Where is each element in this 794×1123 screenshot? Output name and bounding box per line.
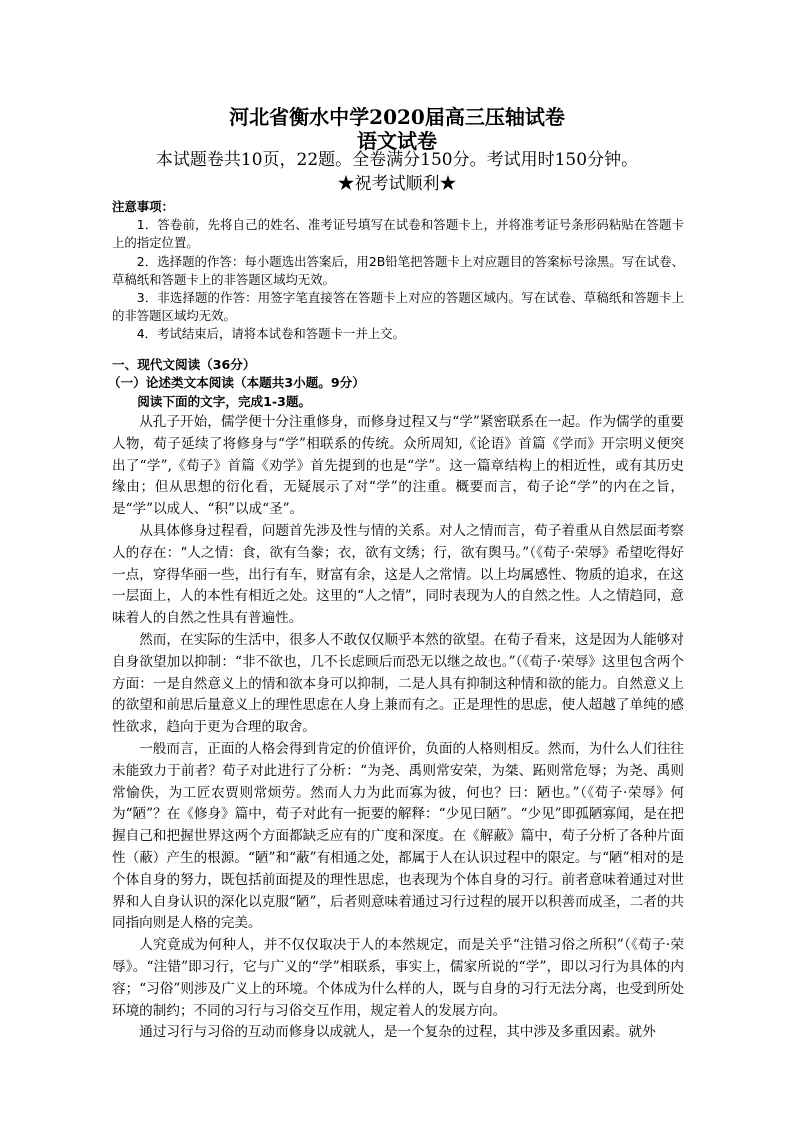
reading-instruction: 阅读下面的文字，完成1-3题。 (137, 394, 312, 409)
section-subtitle: （一）论述类文本阅读（本题共3小题。9分） (108, 375, 365, 390)
exam-info: 本试题卷共10页，22题。全卷满分150分。考试用时150分钟。 (155, 150, 639, 170)
reading-section (108, 356, 684, 1044)
note-item: 2．选择题的作答：每小题选出答案后，用2B铅笔把答题卡上对应题目的答案标号涂黑。写在试卷、草稿纸和答题卡上的非答题区域均无效。 (112, 253, 684, 287)
notes-heading: 注意事项： (112, 199, 174, 214)
passage-paragraph: 通过习行与习俗的互动而修身以成就人，是一个复杂的过程，其中涉及多重因素。就外 (139, 1024, 656, 1041)
note-item: 4．考试结束后，请将本试卷和答题卡一并上交。 (136, 326, 405, 342)
passage-paragraph: 人究竟成为何种人，并不仅仅取决于人的本然规定，而是关乎“注错习俗之所积”（《荀子·荣辱》。“注错”即习行，它与广义的“学”相联系，事实上，儒家所说的“学”，即以习行为具体的内容；“习俗”则涉及广义上的环境。个体成为什么样的人，既与自身的习行无法分离，也受到所处环境的制约；不同的习行与习俗交互作用，规定着人的发展方向。 (112, 937, 684, 1019)
passage-paragraph: 从具体修身过程看，问题首先涉及性与情的关系。对人之情而言，荀子着重从自然层面考察人的存在：“人之情：食，欲有刍豢；衣，欲有文绣；行，欲有舆马。”（《荀子·荣辱》希望吃得好一点，穿得华丽一些，出行有车，财富有余，这是人之常情。以上均属感性、物质的追求，在这一层面上，人的本性有相近之处。这里的“人之情”，同时表现为人的自然之性。人之情趋同，意味着人的自然之性具有普遍性。 (112, 522, 684, 627)
passage-paragraph: 一般而言，正面的人格会得到肯定的价值评价，负面的人格则相反。然而，为什么人们往往未能致力于前者？荀子对此进行了分析：“为尧、禹则常安荣，为桀、跖则常危辱；为尧、禹则常愉佚，为工匠农贾则常烦劳。然而人力为此而寡为彼，何也？曰：陋也。”（《荀子·荣辱》何为“陋”？在《修身》篇中，荀子对此有一扼要的解释：“少见曰陋”。“少见”即孤陋寡闻，是在把握自己和把握世界这两个方面都缺乏应有的广度和深度。在《解蔽》篇中，荀子分析了各种片面性（蔽）产生的根源。“陋”和“蔽”有相通之处，都属于人在认识过程中的限定。与“陋”相对的是个体自身的努力，既包括前面提及的理性思虑，也表现为个体自身的习行。前者意味着通过对世界和人自身认识的深化以克服“陋”，后者则意味着通过习行过程的展开以积善而成圣，二者的共同指向则是人格的完美。 (112, 740, 684, 932)
passage-paragraph: 从孔子开始，儒学便十分注重修身，而修身过程又与“学”紧密联系在一起。作为儒学的重要人物，荀子延续了将修身与“学”相联系的传统。众所周知,《论语》首篇《学而》开宗明义便突出了“学”,《荀子》首篇《劝学》首先提到的也是“学”。这一篇章结构上的相近性，或有其历史缘由；但从思想的衍化看，无疑展示了对“学”的注重。概要而言，荀子论“学”的内在之旨，是“学”以成人、“积”以成“圣”。 (112, 414, 684, 518)
exam-wish: ★祝考试顺利★ (337, 174, 457, 194)
exam-subtitle: 语文试卷 (357, 129, 437, 153)
section-title: 一、现代文阅读（36分） (112, 357, 256, 372)
passage-paragraph: 然而，在实际的生活中，很多人不敢仅仅顺乎本然的欲望。在荀子看来，这是因为人能够对自身欲望加以抑制：“非不欲也，几不长虑顾后而恐无以继之故也。”（《荀子·荣辱》这里包含两个方面：一是自然意义上的情和欲本身可以抑制，二是人具有抑制这种情和欲的能力。自然意义上的欲望和前思后量意义上的理性思虑在人身上兼而有之。正是理性的思虑，使人超越了单纯的感性欲求，趋向于更为合理的取舍。 (112, 631, 684, 736)
exam-title: 河北省衡水中学2020届高三压轴试卷 (229, 105, 565, 129)
instructions-block (112, 198, 684, 344)
note-item: 3．非选择题的作答：用签字笔直接答在答题卡上对应的答题区域内。写在试卷、草稿纸和答题卡上的非答题区域均无效。 (112, 290, 684, 324)
note-item: 1．答卷前，先将自己的姓名、准考证号填写在试卷和答题卡上，并将准考证号条形码粘贴在答题卡上的指定位置。 (112, 217, 684, 251)
